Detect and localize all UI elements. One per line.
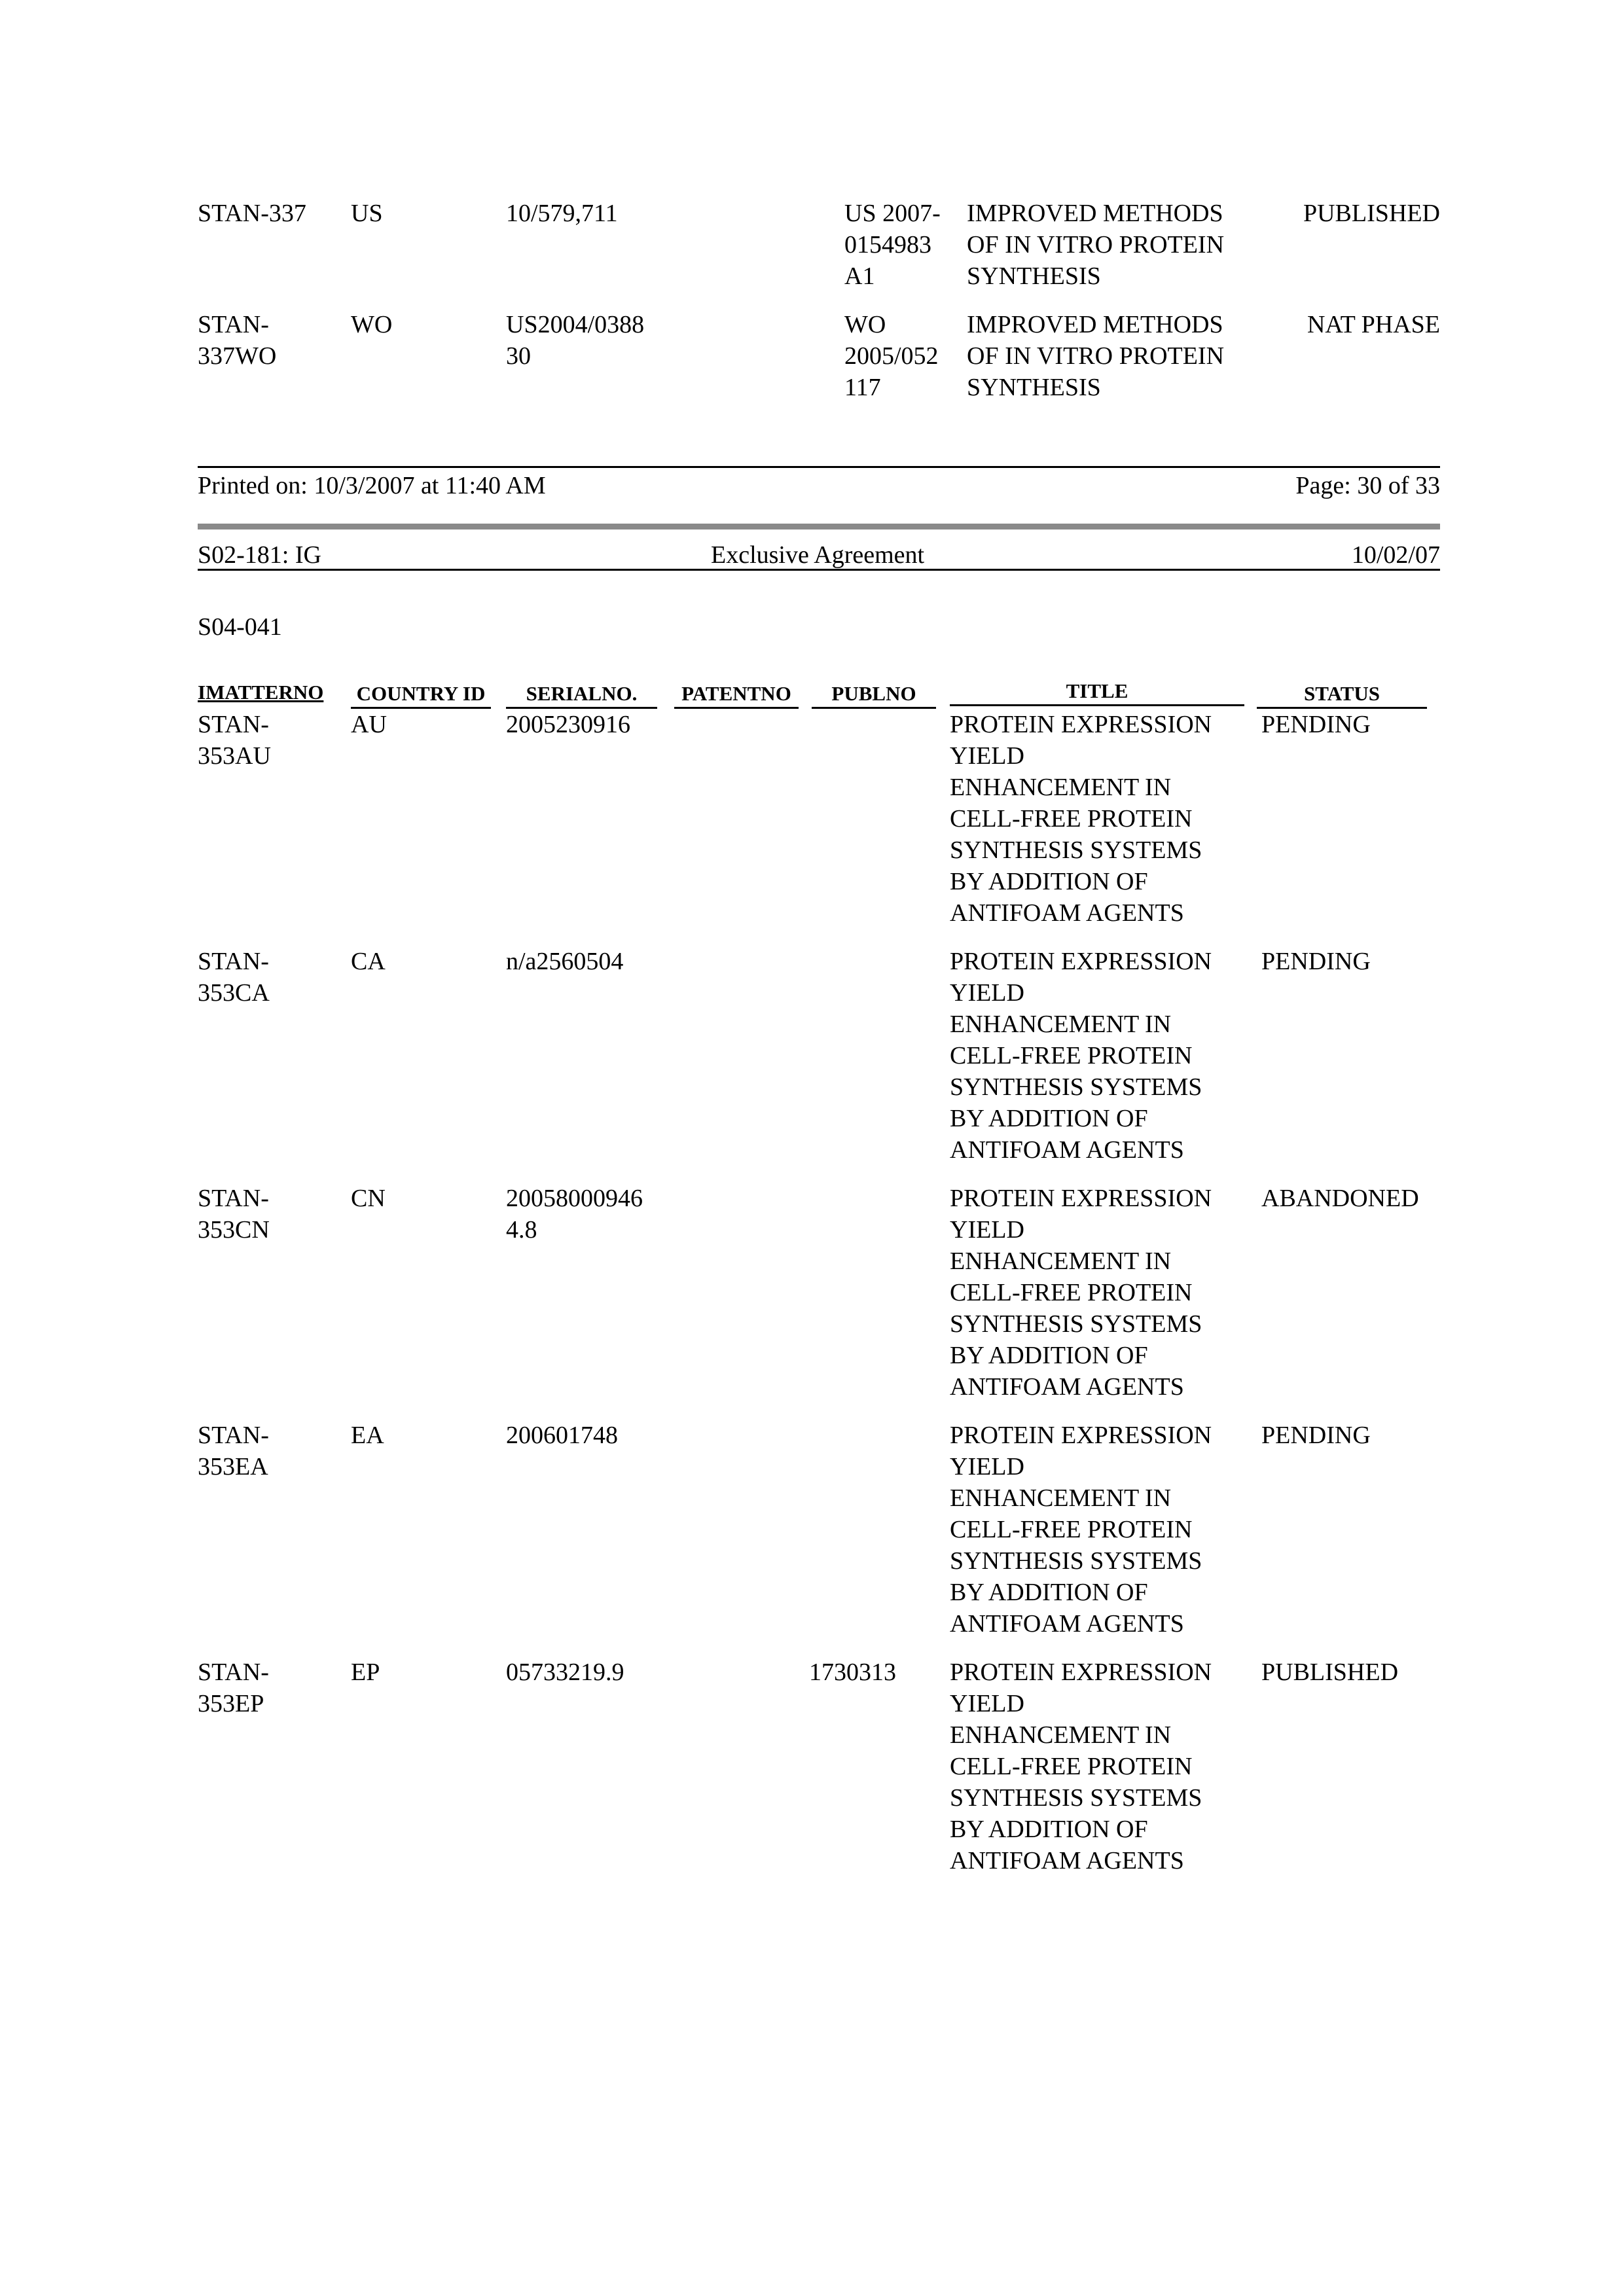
top-row-1 [0, 198, 1624, 296]
cell-title: PROTEIN EXPRESSION YIELD ENHANCEMENT IN CELL-FREE PROTEIN SYNTHESIS SYSTEMS BY ADDITION OF ANTIFOAM AGENTS [950, 1659, 1212, 1874]
cell-title: PROTEIN EXPRESSION YIELD ENHANCEMENT IN CELL-FREE PROTEIN SYNTHESIS SYSTEMS BY ADDITION OF ANTIFOAM AGENTS [950, 1422, 1212, 1638]
cell-title: PROTEIN EXPRESSION YIELD ENHANCEMENT IN CELL-FREE PROTEIN SYNTHESIS SYSTEMS BY ADDITION OF ANTIFOAM AGENTS [950, 1185, 1212, 1401]
col-header-status: STATUS [1257, 682, 1427, 709]
cell-title: IMPROVED METHODS OF IN VITRO PROTEIN SYNTHESIS [967, 200, 1225, 290]
printed-on: Printed on: 10/3/2007 at 11:40 AM [198, 472, 546, 499]
cell-status: NAT PHASE [1307, 311, 1440, 338]
cell-publno: WO 2005/052 117 [844, 311, 939, 401]
page-break-rule [198, 524, 1440, 529]
cell-title: PROTEIN EXPRESSION YIELD ENHANCEMENT IN CELL-FREE PROTEIN SYNTHESIS SYSTEMS BY ADDITION OF ANTIFOAM AGENTS [950, 948, 1212, 1164]
cell-title: PROTEIN EXPRESSION YIELD ENHANCEMENT IN CELL-FREE PROTEIN SYNTHESIS SYSTEMS BY ADDITION OF ANTIFOAM AGENTS [950, 711, 1212, 927]
cell-serial: 05733219.9 [506, 1659, 624, 1686]
header-title: Exclusive Agreement [711, 541, 925, 569]
cell-serial: 10/579,711 [506, 200, 618, 227]
cell-serial: 20058000946 4.8 [506, 1185, 643, 1244]
table-row [0, 1657, 1624, 1886]
cell-title: IMPROVED METHODS OF IN VITRO PROTEIN SYNTHESIS [967, 311, 1225, 401]
col-header-imatterno: IMATTERNO [198, 681, 324, 704]
cell-status: ABANDONED [1261, 1185, 1419, 1212]
cell-publno: 1730313 [809, 1659, 896, 1686]
cell-status: PENDING [1261, 711, 1371, 738]
table-row [0, 1420, 1624, 1649]
col-header-country: COUNTRY ID [351, 682, 491, 709]
header-date: 10/02/07 [1351, 541, 1440, 569]
cell-status: PENDING [1261, 1422, 1371, 1449]
col-header-publno: PUBLNO [812, 682, 936, 709]
cell-country: EP [351, 1659, 380, 1686]
cell-country: CN [351, 1185, 386, 1212]
cell-imatterno: STAN- 353EP [198, 1659, 269, 1717]
cell-serial: US2004/0388 30 [506, 311, 645, 370]
col-header-title: TITLE [950, 679, 1244, 706]
cell-status: PUBLISHED [1303, 200, 1440, 227]
cell-imatterno: STAN- 337WO [198, 311, 277, 370]
cell-serial: n/a2560504 [506, 948, 624, 975]
cell-status: PUBLISHED [1261, 1659, 1399, 1686]
col-header-serial: SERIALNO. [506, 682, 657, 709]
cell-status: PENDING [1261, 948, 1371, 975]
cell-imatterno: STAN- 353CA [198, 948, 270, 1007]
page-number: Page: 30 of 33 [1295, 472, 1440, 499]
cell-imatterno: STAN- 353EA [198, 1422, 269, 1480]
top-row-2 [0, 309, 1624, 407]
cell-country: AU [351, 711, 387, 738]
section-id: S04-041 [198, 613, 282, 641]
cell-serial: 200601748 [506, 1422, 618, 1449]
cell-imatterno: STAN- 353CN [198, 1185, 270, 1244]
header-rule [198, 569, 1440, 571]
table-row [0, 709, 1624, 938]
cell-serial: 2005230916 [506, 711, 630, 738]
col-header-patentno: PATENTNO [674, 682, 799, 709]
header-agreement-id: S02-181: IG [198, 541, 321, 569]
cell-publno: US 2007- 0154983 A1 [844, 200, 941, 290]
cell-imatterno: STAN-337 [198, 200, 306, 227]
table-row [0, 1183, 1624, 1412]
cell-country: WO [351, 311, 393, 338]
cell-country: CA [351, 948, 386, 975]
cell-country: US [351, 200, 383, 227]
footer-rule [198, 466, 1440, 468]
table-row [0, 946, 1624, 1175]
cell-country: EA [351, 1422, 384, 1449]
cell-imatterno: STAN- 353AU [198, 711, 271, 770]
